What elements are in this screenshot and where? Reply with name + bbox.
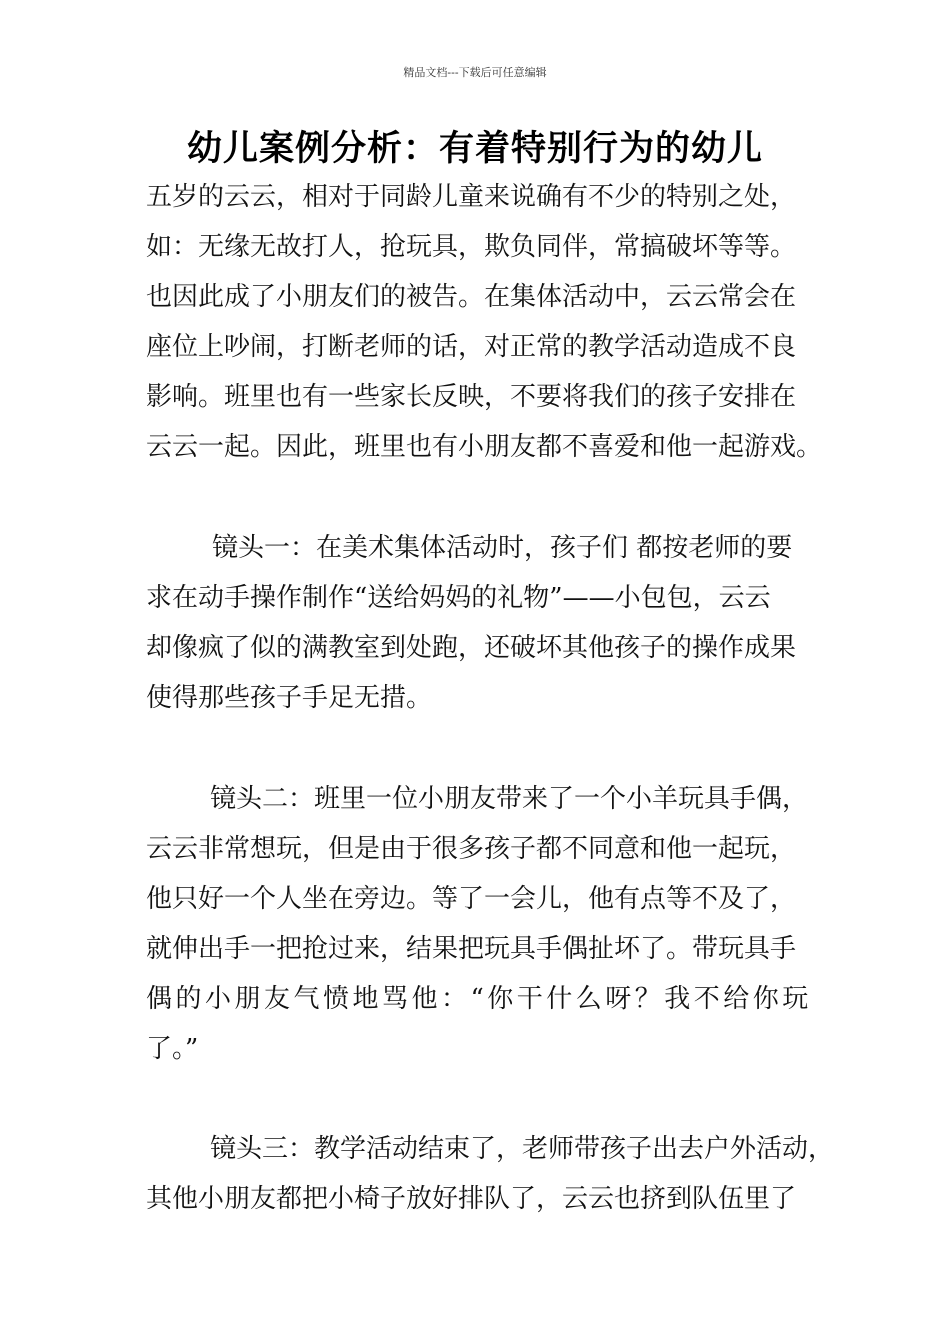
paragraph-3-line-3: 他只好一个人坐在旁边。等了一会儿，他有点等不及了， (146, 884, 797, 914)
paragraph-1-line-2: 如：无缘无故打人，抢玩具，欺负同伴，常搞破坏等等。 (146, 232, 797, 262)
document-title: 幼儿案例分析：有着特别行为的幼儿 (186, 129, 763, 169)
paragraph-4-line-2: 其他小朋友都把小椅子放好排队了，云云也挤到队伍里了 (146, 1184, 797, 1214)
paragraph-1-line-5: 影响。班里也有一些家长反映，不要将我们的孩子安排在 (146, 382, 797, 412)
paragraph-1-line-1: 五岁的云云，相对于同龄儿童来说确有不少的特别之处， (146, 182, 797, 212)
paragraph-2-line-2: 求在动手操作制作“送给妈妈的礼物”——小包包，云云 (146, 583, 771, 613)
paragraph-3-line-2: 云云非常想玩，但是由于很多孩子都不同意和他一起玩， (146, 834, 797, 864)
paragraph-4-line-1: 镜头三：教学活动结束了，老师带孩子出去户外活动， (210, 1134, 835, 1164)
paragraph-2-line-4: 使得那些孩子手足无措。 (146, 683, 433, 713)
paragraph-3-line-6: 了。” (146, 1034, 199, 1064)
paragraph-1-line-4: 座位上吵闹，打断老师的话，对正常的教学活动造成不良 (146, 332, 797, 362)
page-header: 精品文档---下载后可任意编辑 (403, 66, 547, 79)
paragraph-3-line-1: 镜头二：班里一位小朋友带来了一个小羊玩具手偶， (210, 784, 809, 814)
paragraph-1-line-6: 云云一起。因此，班里也有小朋友都不喜爱和他一起游戏。 (146, 432, 823, 462)
paragraph-3-line-5: 偶的小朋友气愤地骂他：“你干什么呀？我不给你玩 (146, 984, 812, 1014)
paragraph-2-line-3: 却像疯了似的满教室到处跑，还破坏其他孩子的操作成果 (146, 633, 797, 663)
paragraph-2-line-1: 镜头一：在美术集体活动时，孩子们 都按老师的要 (212, 533, 793, 563)
paragraph-1-line-3: 也因此成了小朋友们的被告。在集体活动中，云云常会在 (146, 282, 797, 312)
paragraph-3-line-4: 就伸出手一把抢过来，结果把玩具手偶扯坏了。带玩具手 (146, 934, 797, 964)
